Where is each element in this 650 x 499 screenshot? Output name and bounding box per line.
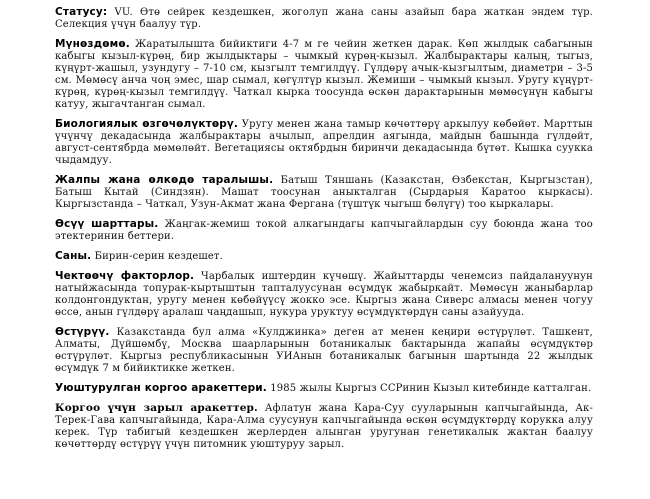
population-section [55,250,593,263]
distribution-heading: Жалпы жана өлкөдө таралышы. [55,174,274,186]
distribution-section [55,174,593,211]
required-actions-heading: Коргоо үчүн зарыл аракеттер. [55,402,258,414]
description-text: Жаратылышта бийиктиги 4-7 м ге чейин жеткен дарак. Көп жылдык сабагынын кабыгы кызыл-күрөң, бир жылдыктары – чымкый күрөң-кызыл. Жалбырактары калың, тыгыз, күңүрт-жашыл, узундугу – 7-10 см, кызгылт темгилдүү. Гүлдөрү ачык-кызгылтым, диаметри – 3-5 см. Мөмөсү анча чоң эмес, шар сымал, көгүлтүр кызыл. Жемиши – чымкый кызыл. Уругу күңүрт-күрөң, күрөң-кызыл темгилдүү. Чаткал кырка тоосунда өскөн дарактарынын мөмөсүнүн кабыгы катуу, жыгачтанган сымал. [55,39,593,110]
population-text: Бирин-серин кездешет. [91,251,223,262]
required-actions-section [55,402,593,451]
biology-heading: Биологиялык өзгөчөлүктөрү. [55,118,239,130]
biology-section [55,118,593,167]
limiting-factors-heading: Чектөөчү факторлор. [55,270,195,282]
biology-text: Уругу менен жана тамыр көчөттөрү аркылуу көбөйөт. Марттын үчүнчү декадасында жалбырактары ачылып, апрелдин аягында, майдын башында гүлдөйт, август-сентябрда мөмөлөйт. Вегетациясы октябрдын биринчи декадасында бүтөт. Кышка суукка чыдамдуу. [55,119,593,166]
required-actions-text: Афлатун жана Кара-Суу сууларынын капчыгайында, Ак-Терек-Гава капчыгайында, Кара-Алма суусунун капчыгайында өскөн өсүмдүктөрдү корукка алуу керек. Түр табигый кездешкен жерлерден алынган уругунан генетикалык жактан баалуу көчөттөрдү өстүрүү үчүн питомник уюштуруу зарыл. [55,403,593,450]
cultivation-text: Казакстанда бул алма «Кулджинка» деген ат менен кеңири өстүрүлөт. Ташкент, Алматы, Дүйшөмбү, Москва шаарларынын ботаникалык бактарында жапайы өсүмдүктөр өстүрүлөт. Кыргыз республикасынын УИАнын ботаникалык багынын шартында 22 жылдык өсүмдүк 7 м бийиктикке жеткен. [55,327,593,374]
habitat-text: Жаңгак-жемиш токой алкагындагы капчыгайлардын суу боюнда жана тоо этектеринин беттери. [55,219,593,242]
status-text: VU. Өтө сейрек кездешкен, жоголуп жана саны азайып бара жаткан эндем түр. Селекция үчүн баалуу түр. [55,7,593,30]
limiting-factors-text: Чарбалык иштердин күчөшү. Жайыттарды ченемсиз пайдалануунун натыйжасында топурак-кыртыштын тапталуусунан өсүмдүк жабыркайт. Мөмөсүн жаныбарлар колдонгондуктан, уругу менен көбөйүүсү жокко эсе. Кыргыз жана Сиверс алмасы менен чогуу өссө, анын гүлдөрү аралаш чаңдашып, нукура уруктуу өсүмдүктөрдүн саны азайууда. [55,271,593,318]
habitat-heading: Өсүү шарттары. [55,218,159,230]
cultivation-heading: Өстүрүү. [55,326,110,338]
document-page [55,6,593,458]
limiting-factors-section [55,270,593,319]
population-heading: Саны. [55,250,92,262]
status-section [55,6,593,31]
distribution-text: Батыш Тяншань (Казакстан, Өзбекстан, Кыргызстан), Батыш Кытай (Синдзян). Машат тоосунан аныкталган (Сырдарыя Каратоо кыркасы). Кыргызстанда – Чаткал, Узун-Акмат жана Фергана (түштүк чыгыш бөлүгү) тоо кыркалары. [55,175,593,210]
conservation-measures-section [55,382,593,395]
description-heading: Мүнөздөмө. [55,38,130,50]
status-heading: Статусу: [55,6,108,18]
conservation-measures-text: 1985 жылы Кыргыз ССРинин Кызыл китебинде катталган. [266,383,592,394]
cultivation-section [55,326,593,375]
conservation-measures-heading: Уюштурулган коргоо аракеттери. [55,382,267,394]
description-section [55,38,593,111]
habitat-section [55,218,593,243]
